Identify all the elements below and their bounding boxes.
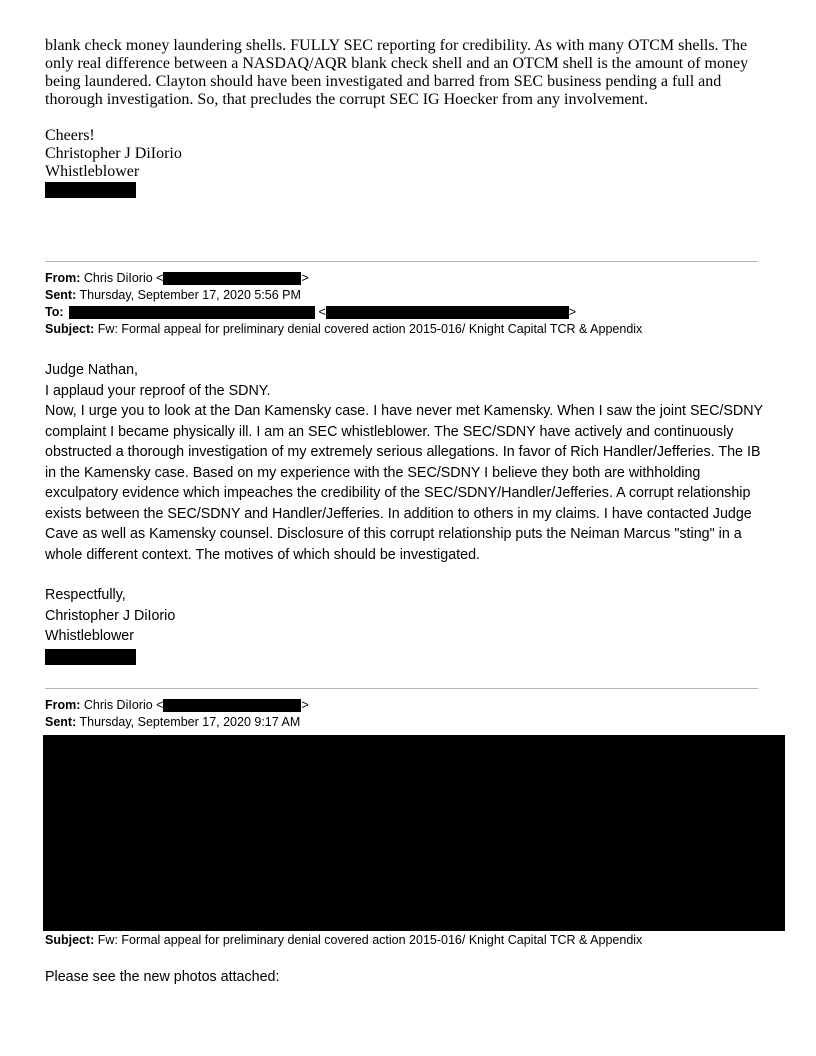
email1-signature-title: Whistleblower: [45, 628, 134, 644]
top-signature-title: Whistleblower: [45, 163, 140, 180]
email1-sent-value: Thursday, September 17, 2020 5:56 PM: [79, 288, 301, 302]
top-signature-name: Christopher J DiIorio: [45, 145, 182, 162]
divider-2: [45, 688, 758, 689]
email2-header: [45, 697, 775, 731]
email1-to-redaction-1: [69, 306, 315, 319]
top-closing: Cheers!: [45, 127, 95, 144]
email1-subject-row: Subject: Fw: Formal appeal for preliminary denial covered action 2015-016/ Knight Capital TCR & Appendix: [45, 322, 643, 336]
email2-large-redaction: [43, 735, 785, 931]
email1-signature-name: Christopher J DiIorio: [45, 607, 176, 624]
email1-subject-value: Fw: Formal appeal for preliminary denial covered action 2015-016/ Knight Capital TCR & Appendix: [97, 322, 643, 336]
email1-to-redaction-2: [326, 306, 569, 319]
email1-redaction-bar: [45, 649, 136, 665]
email1-line1: I applaud your reproof of the SDNY.: [45, 382, 271, 399]
top-redaction-bar: [45, 182, 136, 198]
email1-header: [45, 270, 775, 338]
email2-from-value: Chris DiIorio <: [83, 698, 164, 712]
email1-salutation: Judge Nathan,: [45, 362, 138, 378]
email1-sent-row: Sent: Thursday, September 17, 2020 5:56 PM: [45, 288, 301, 302]
email2-body-text: Please see the new photos attached:: [45, 969, 280, 985]
email1-from-row: From: Chris DiIorio < >: [45, 271, 309, 285]
email2-subject-row: Subject: Fw: Formal appeal for preliminary denial covered action 2015-016/ Knight Capital TCR & Appendix: [45, 933, 643, 947]
email1-body: [45, 360, 775, 667]
email2-from-row: From: Chris DiIorio < >: [45, 698, 309, 712]
divider-1: [45, 261, 758, 262]
email2-sent-value: Thursday, September 17, 2020 9:17 AM: [79, 715, 301, 729]
email2-subject-value: Fw: Formal appeal for preliminary denial covered action 2015-016/ Knight Capital TCR & Appendix: [97, 933, 643, 947]
email2-sent-row: Sent: Thursday, September 17, 2020 9:17 AM: [45, 715, 301, 729]
email1-from-value: Chris DiIorio <: [83, 271, 164, 285]
email1-closing: Respectfully,: [45, 587, 126, 603]
email2-body: [45, 967, 775, 988]
email2-subject-block: [45, 932, 775, 949]
top-paragraph: blank check money laundering shells. FULLY SEC reporting for credibility. As with many OTCM shells. The only real difference between a NASDAQ/AQR blank check shell and an OTCM shell is the amount of money being laundered. Clayton should have been investigated and barred from SEC business pending a full and thorough investigation. So, that precludes the corrupt SEC IG Hoecker from any involvement.: [45, 37, 749, 108]
email1-paragraph: Now, I urge you to look at the Dan Kamensky case. I have never met Kamensky. When I saw the joint SEC/SDNY complaint I became physically ill. I am an SEC whistleblower. The SEC/SDNY have actively and continuously obstructed a thorough investigation of my extremely serious allegations. In favor of Rich Handler/Jefferies. The IB in the Kamensky case. Based on my experience with the SEC/SDNY I believe they both are withholding exculpatory evidence which impeaches the credibility of the SEC/SDNY/Handler/Jefferies. A corrupt relationship exists between the SEC/SDNY and Handler/Jefferies. In addition to others in my claims. I have contacted Judge Cave as well as Kamensky counsel. Disclosure of this corrupt relationship puts the Neiman Marcus "sting" in a whole different context. The motives of which should be investigated.: [45, 403, 763, 563]
top-email-fragment: [45, 37, 775, 199]
email1-from-redaction: [163, 272, 301, 285]
email1-to-row: To: < >: [45, 305, 577, 319]
email2-from-redaction: [163, 699, 301, 712]
